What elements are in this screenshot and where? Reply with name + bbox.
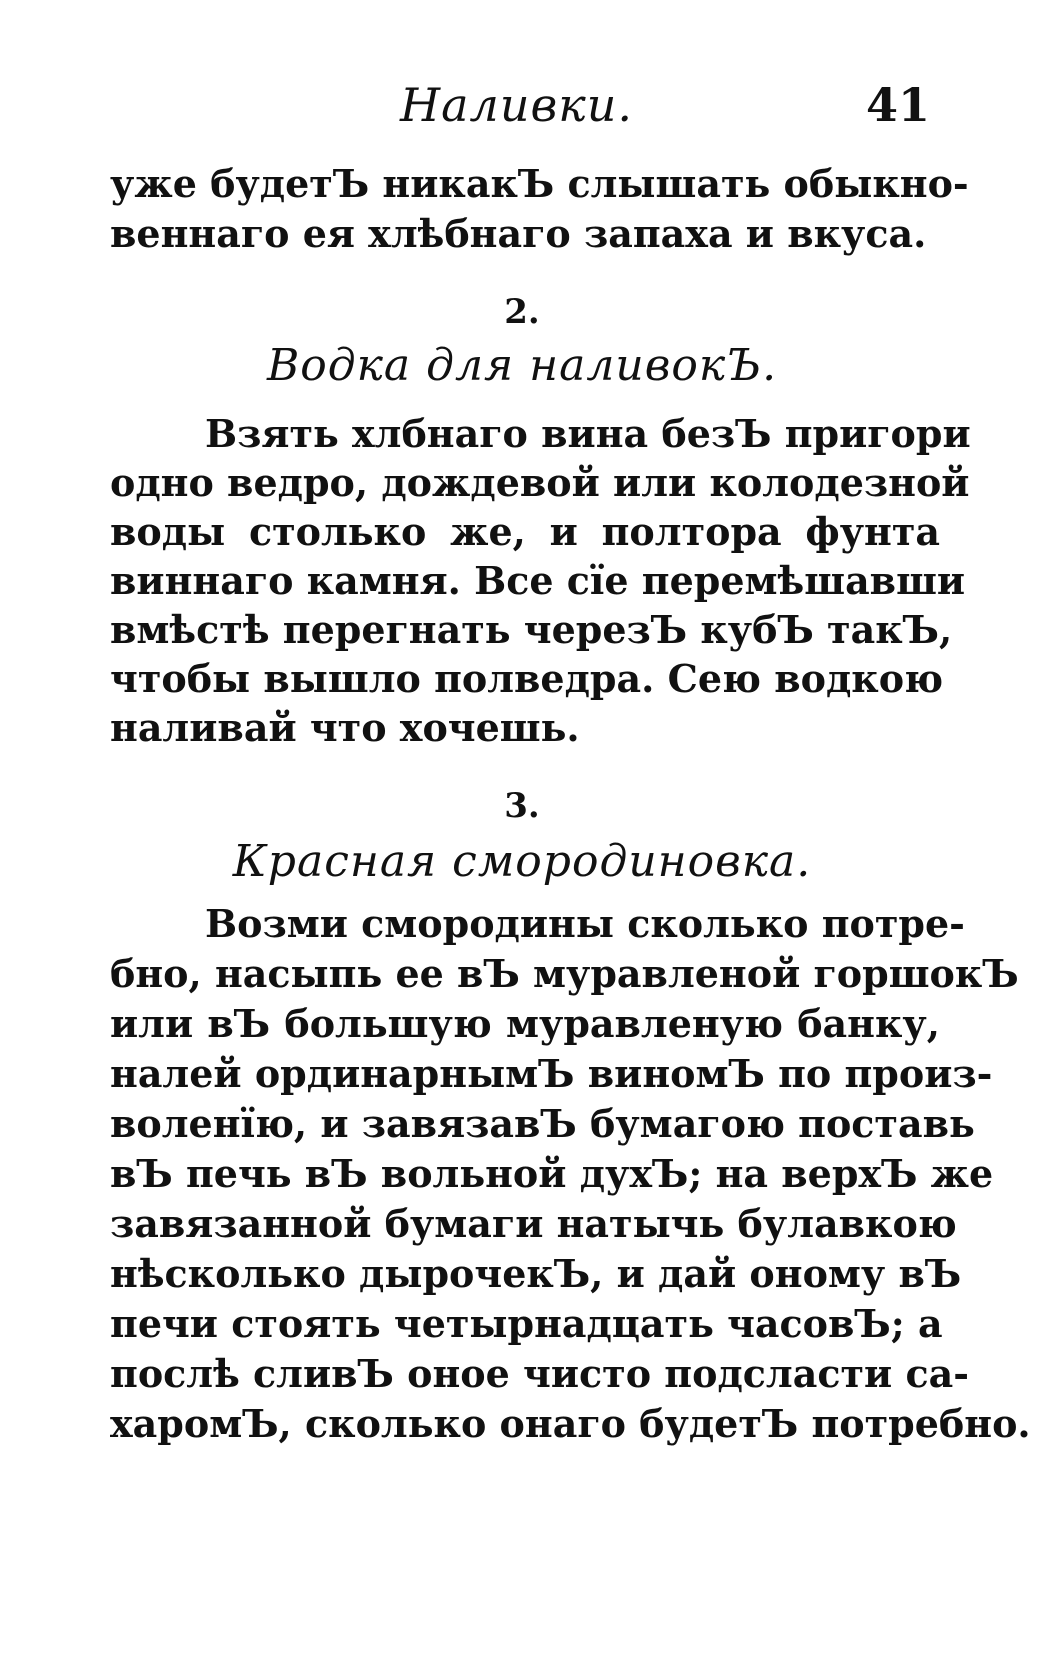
section-number: 3. (504, 786, 540, 826)
text-line: наливай что хочешь. (110, 705, 580, 750)
text-line: воленїю, и завязавЪ бумагою поставь (110, 1101, 975, 1146)
section-title: Красная смородиновка. (232, 836, 812, 887)
text-line: уже будетЪ никакЪ слышать обыкно- (110, 161, 969, 206)
text-line: Возми смородины сколько потре- (205, 901, 965, 946)
text-line: харомЪ, сколько онаго будетЪ потребно. (110, 1401, 1031, 1446)
text-line: послѣ сливЪ оное чисто подсласти са- (110, 1351, 969, 1396)
text-line: виннаго камня. Все сїе перемѣшавши (110, 558, 966, 603)
text-line: одно ведро, дождевой или колодезной (110, 460, 970, 505)
text-line: воды столько же, и полтора фунта (110, 509, 940, 554)
text-line: вмѣстѣ перегнать черезЪ кубЪ такЪ, (110, 607, 953, 652)
text-line: завязанной бумаги натычь булавкою (110, 1201, 957, 1246)
section-title: Водка для наливокЪ. (266, 340, 778, 391)
text-line: Взять хлбнаго вина безЪ пригори (205, 411, 971, 456)
text-line: или вЪ большую муравленую банку, (110, 1001, 940, 1046)
section-number: 2. (504, 292, 540, 332)
text-line: вЪ печь вЪ вольной духЪ; на верхЪ же (110, 1151, 994, 1196)
text-line: печи стоять четырнадцать часовЪ; а (110, 1301, 943, 1346)
page-number: 41 (865, 78, 930, 132)
running-title: Наливки. (400, 78, 633, 132)
running-head (110, 78, 940, 138)
text-line: чтобы вышло полведра. Сею водкою (110, 656, 944, 701)
text-line: налей ординарнымЪ виномЪ по произ- (110, 1051, 993, 1096)
text-line: веннаго ея хлѣбнаго запаха и вкуса. (110, 211, 927, 256)
text-line: нѣсколько дырочекЪ, и дай оному вЪ (110, 1251, 962, 1296)
text-line: бно, насыпь ее вЪ муравленой горшокЪ (110, 951, 1019, 996)
